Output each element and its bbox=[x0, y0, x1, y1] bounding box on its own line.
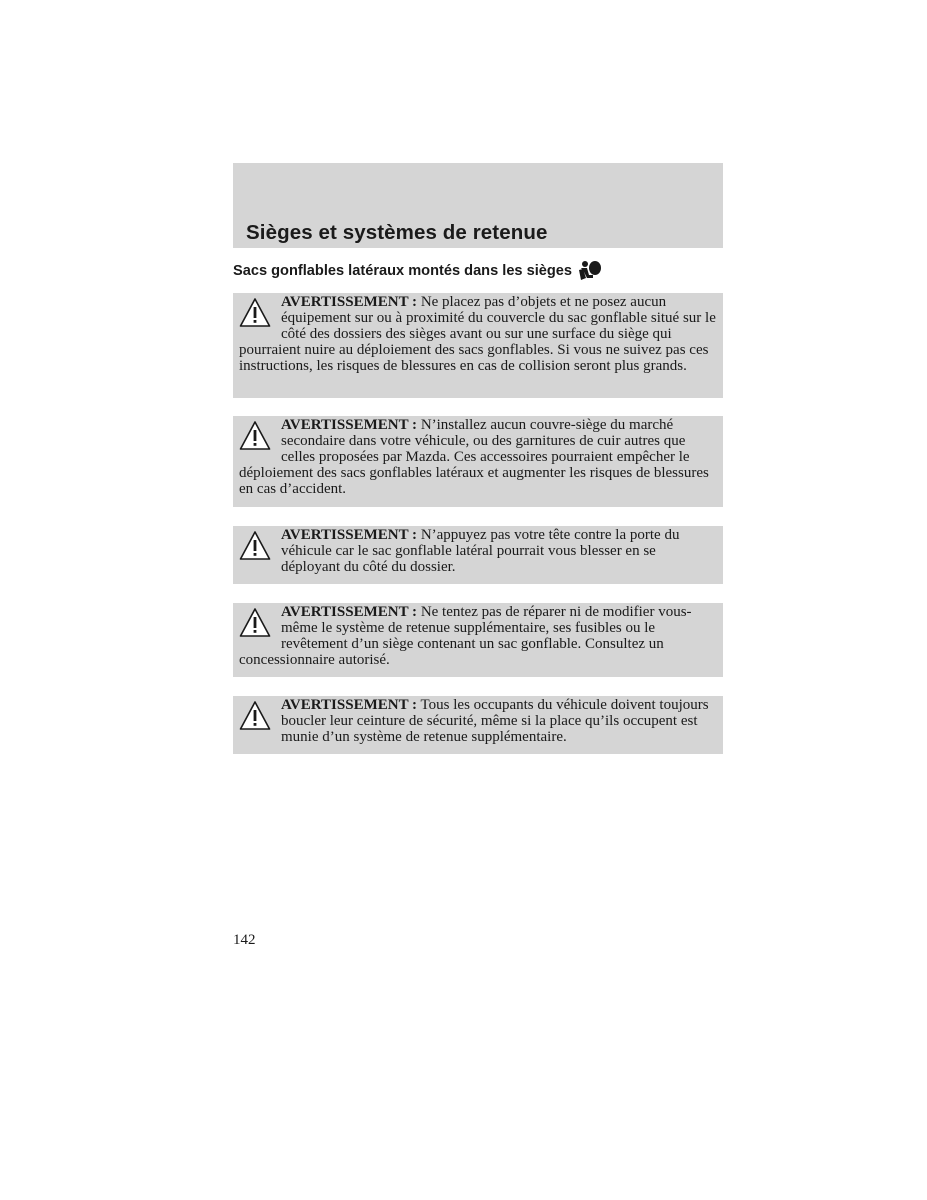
warning-triangle-icon bbox=[239, 530, 271, 562]
warning-body: N’appuyez pas votre tête contre la porte du véhicule car le sac gonflable latéral pourrait vous blesser en se déployant du côté du dossier. bbox=[281, 527, 680, 575]
warning-text bbox=[239, 417, 716, 497]
chapter-title: Sièges et systèmes de retenue bbox=[246, 221, 548, 244]
warning-triangle-icon bbox=[239, 420, 271, 452]
warning-box-5 bbox=[233, 696, 723, 754]
warning-triangle-icon bbox=[239, 607, 271, 639]
section-heading-text: Sacs gonflables latéraux montés dans les sièges bbox=[233, 263, 573, 279]
warning-body: Ne placez pas d’objets et ne posez aucun équipement sur ou à proximité du couvercle du sac gonflable situé sur le côté des dossiers des sièges avant ou sur une surface du siège qui pourraient nuire au déploiement des sacs gonflables. Si vous ne suivez pas ces instructions, les risques de blessures en cas de collision seront plus grands. bbox=[239, 294, 716, 374]
warning-triangle-icon bbox=[239, 297, 271, 329]
warning-label: AVERTISSEMENT : bbox=[281, 527, 418, 543]
chapter-header-band bbox=[233, 163, 723, 248]
warning-box-4 bbox=[233, 603, 723, 677]
seat-airbag-icon bbox=[578, 260, 602, 282]
warning-box-3 bbox=[233, 526, 723, 584]
section-heading bbox=[233, 258, 723, 284]
warning-body: N’installez aucun couvre-siège du marché secondaire dans votre véhicule, ou des garnitures de cuir autres que celles proposées par Mazda. Ces accessoires pourraient empêcher le déploiement des sacs gonflables latéraux et augmenter les risques de blessures en cas d’accident. bbox=[239, 417, 709, 497]
warning-text bbox=[239, 697, 716, 745]
warning-box-1 bbox=[233, 293, 723, 398]
warning-text bbox=[239, 527, 716, 575]
warning-text bbox=[239, 604, 716, 668]
warning-label: AVERTISSEMENT : bbox=[281, 417, 418, 433]
warning-body: Ne tentez pas de réparer ni de modifier vous-même le système de retenue supplémentaire, ses fusibles ou le revêtement d’un siège contenant un sac gonflable. Consultez un concessionnaire autorisé. bbox=[239, 604, 692, 668]
warning-label: AVERTISSEMENT : bbox=[281, 604, 418, 620]
warning-label: AVERTISSEMENT : bbox=[281, 294, 418, 310]
warning-body: Tous les occupants du véhicule doivent toujours boucler leur ceinture de sécurité, même si la place qu’ils occupent est munie d’un système de retenue supplémentaire. bbox=[281, 697, 709, 745]
warning-box-2 bbox=[233, 416, 723, 507]
page-number: 142 bbox=[233, 932, 256, 948]
warning-triangle-icon bbox=[239, 700, 271, 732]
warning-text bbox=[239, 294, 716, 374]
warning-label: AVERTISSEMENT : bbox=[281, 697, 418, 713]
